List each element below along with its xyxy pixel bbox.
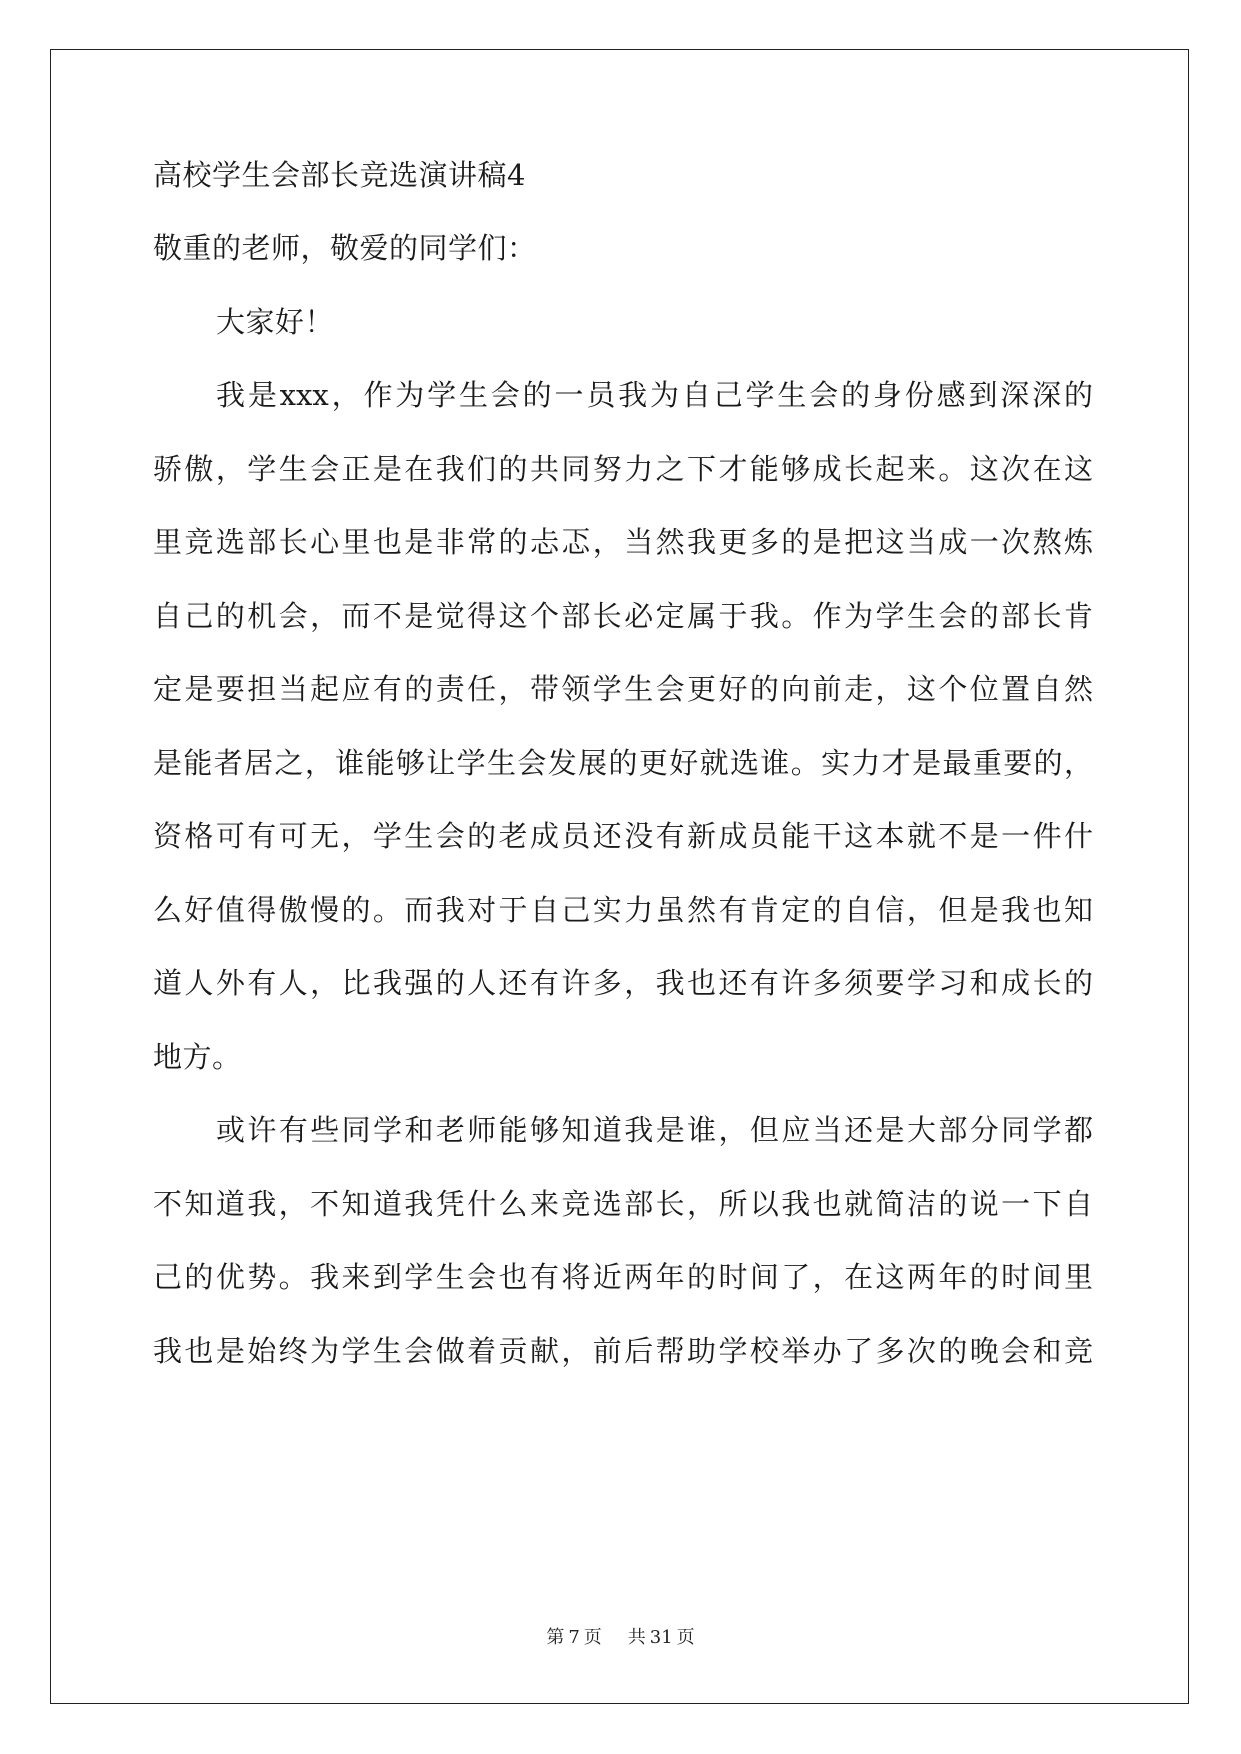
paragraph-line: 资格可有可无，学生会的老成员还没有新成员能干这本就不是一件什: [153, 819, 1093, 853]
paragraph-line: 自己的机会，而不是觉得这个部长必定属于我。作为学生会的部长肯: [153, 599, 1093, 633]
paragraph-line: 不知道我，不知道我凭什么来竞选部长，所以我也就简洁的说一下自: [153, 1187, 1093, 1221]
page-total: 31: [649, 1627, 673, 1648]
salutation: 敬重的老师，敬爱的同学们：: [153, 231, 537, 265]
paragraph-line: 是能者居之，谁能够让学生会发展的更好就选谁。实力才是最重要的，: [153, 746, 1093, 780]
paragraph-line: 里竞选部长心里也是非常的忐忑，当然我更多的是把这当成一次熬炼: [153, 525, 1093, 559]
page-footer: [0, 1626, 1241, 1650]
paragraph-line: 我也是始终为学生会做着贡献，前后帮助学校举办了多次的晚会和竞: [153, 1334, 1093, 1368]
page-label-prefix: 第: [546, 1627, 565, 1648]
document-title: 高校学生会部长竞选演讲稿4: [153, 158, 526, 192]
paragraph-line: 地方。: [153, 1040, 242, 1074]
total-label-prefix: 共: [627, 1627, 646, 1648]
page-label-suffix: 页: [583, 1627, 602, 1648]
page-current: 7: [568, 1627, 580, 1648]
paragraph-line: 或许有些同学和老师能够知道我是谁，但应当还是大部分同学都: [216, 1113, 1093, 1147]
greeting: 大家好！: [216, 305, 335, 339]
paragraph-line: 道人外有人，比我强的人还有许多，我也还有许多须要学习和成长的: [153, 966, 1093, 1000]
paragraph-line: 定是要担当起应有的责任，带领学生会更好的向前走，这个位置自然: [153, 672, 1093, 706]
paragraph-line: 么好值得傲慢的。而我对于自己实力虽然有肯定的自信，但是我也知: [153, 893, 1093, 927]
total-label-suffix: 页: [676, 1627, 695, 1648]
paragraph-line: 骄傲，学生会正是在我们的共同努力之下才能够成长起来。这次在这: [153, 452, 1093, 486]
page-border: [50, 49, 1189, 1704]
paragraph-line: 我是xxx，作为学生会的一员我为自己学生会的身份感到深深的: [216, 378, 1093, 412]
paragraph-line: 己的优势。我来到学生会也有将近两年的时间了，在这两年的时间里: [153, 1260, 1093, 1294]
